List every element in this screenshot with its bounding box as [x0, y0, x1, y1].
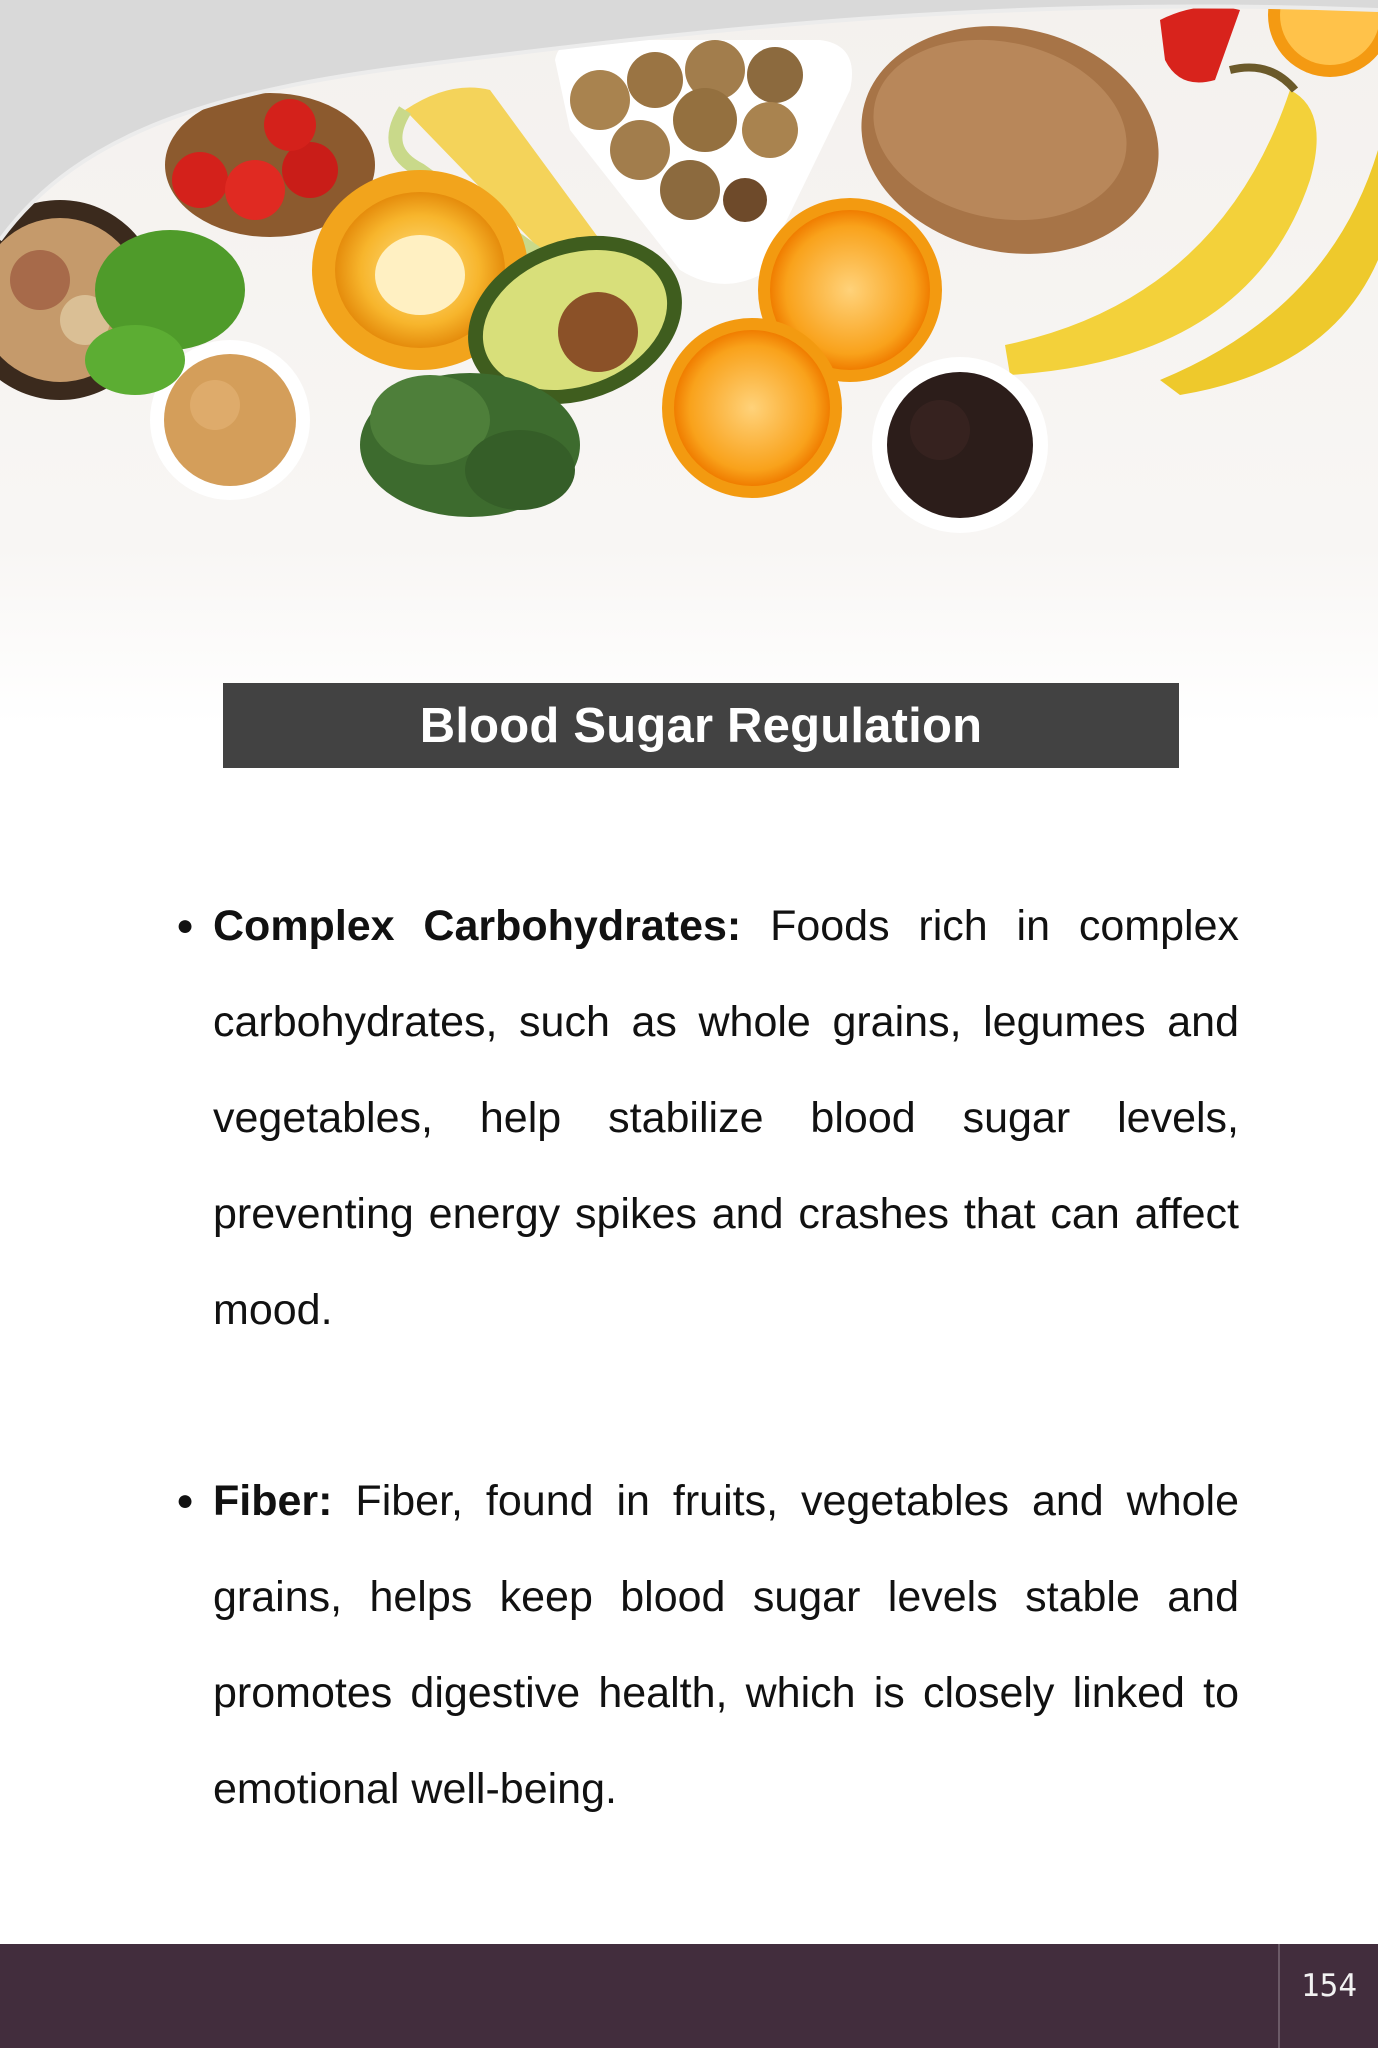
- bullet-text: Fiber, found in fruits, vegetables and whole grains, helps keep blood sugar levels stable and promotes digestive health, which is closely linked to emotional well-being.: [213, 1477, 1239, 1813]
- section-title-bar: [223, 683, 1179, 768]
- bullet-term: Complex Carbohydrates:: [213, 902, 742, 950]
- bullet-dot-icon: ●: [176, 1484, 195, 1517]
- bullet-dot-icon: ●: [176, 909, 195, 942]
- hero-food-image: [0, 0, 1378, 725]
- page-number: 154: [1301, 1968, 1357, 2004]
- bullet-text: Foods rich in complex carbohydrates, such as whole grains, legumes and vegetables, help stabilize blood sugar levels, preventing energy spikes and crashes that can affect mood.: [213, 902, 1239, 1334]
- quinoa-bowl-icon: [872, 357, 1048, 533]
- bullet-list: [170, 878, 1239, 1837]
- orange-half-icon: [662, 318, 842, 498]
- bullet-term: Fiber:: [213, 1477, 333, 1525]
- kale-icon: [360, 373, 580, 517]
- page-title: Blood Sugar Regulation: [419, 698, 983, 753]
- bullet-item: [170, 1453, 1239, 1837]
- page-footer: [0, 1944, 1378, 2048]
- bullet-item: [170, 878, 1239, 1358]
